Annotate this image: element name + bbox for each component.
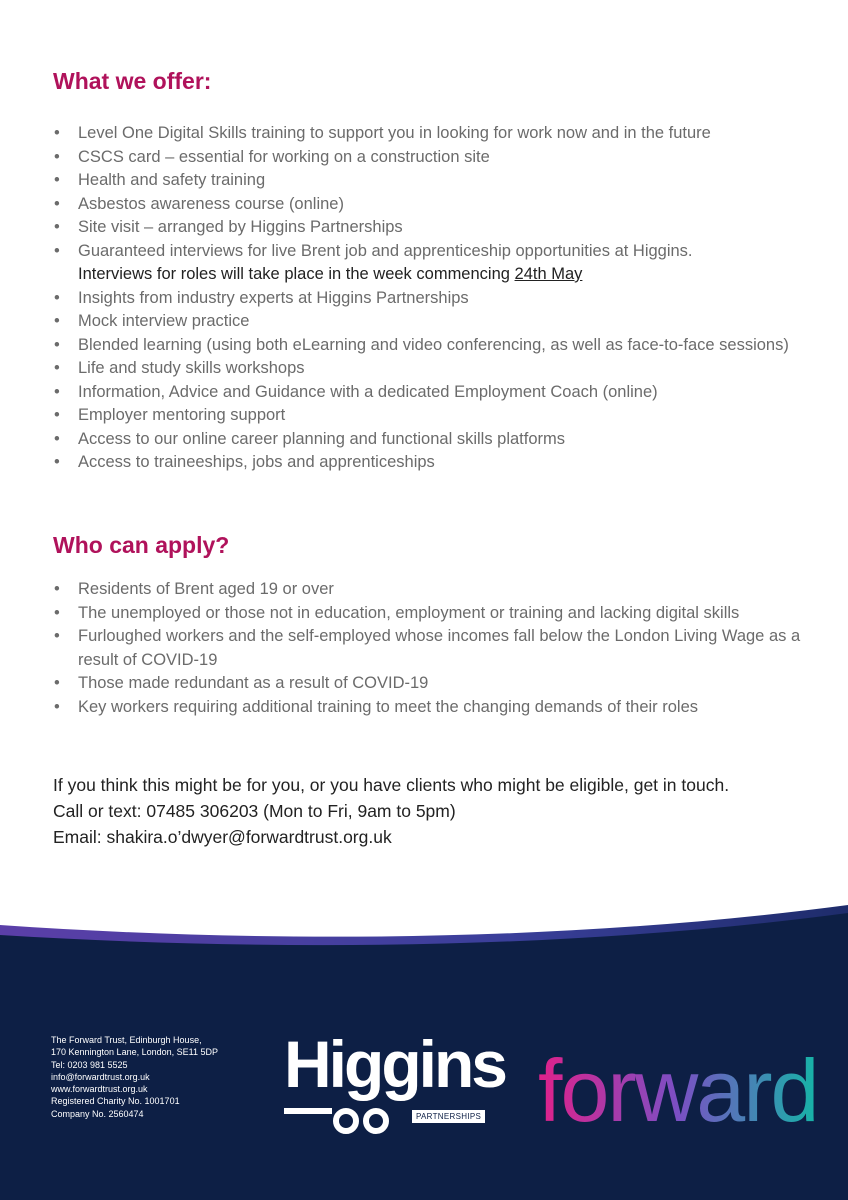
higgins-rings-icon [284, 1106, 414, 1136]
interview-date: 24th May [514, 265, 583, 283]
offer-list [53, 122, 813, 475]
list-item: • Access to traineeships, jobs and apprenticeships [53, 451, 813, 475]
list-item: • Information, Advice and Guidance with a dedicated Employment Coach (online) [53, 381, 813, 405]
apply-heading: Who can apply? [53, 532, 230, 558]
list-item: • Employer mentoring support [53, 404, 813, 428]
list-item: • Blended learning (using both eLearning and video conferencing, as well as face-to-face sessions) [53, 334, 813, 358]
list-item: • Residents of Brent aged 19 or over [53, 578, 813, 602]
higgins-logo-subtitle: PARTNERSHIPS [412, 1110, 485, 1123]
address-line[interactable]: info@forwardtrust.org.uk [51, 1071, 150, 1082]
higgins-logo [284, 1027, 505, 1136]
interview-note [78, 263, 813, 287]
contact-intro: If you think this might be for you, or you have clients who might be eligible, get in touch. [53, 775, 730, 795]
list-item: • CSCS card – essential for working on a construction site [53, 146, 813, 170]
contact-block [53, 772, 833, 850]
list-item: • The unemployed or those not in education, employment or training and lacking digital skills [53, 602, 813, 626]
list-item: • Health and safety training [53, 169, 813, 193]
list-item: • Level One Digital Skills training to support you in looking for work now and in the future [53, 122, 813, 146]
address-line: Tel: 0203 981 5525 [51, 1059, 128, 1070]
address-line: Registered Charity No. 1001701 [51, 1096, 180, 1107]
list-item: • Mock interview practice [53, 310, 813, 334]
address-line[interactable]: www.forwardtrust.org.uk [51, 1084, 148, 1095]
address-line: Company No. 2560474 [51, 1108, 144, 1119]
address-line: The Forward Trust, Edinburgh House, [51, 1035, 202, 1045]
contact-phone[interactable]: Call or text: 07485 306203 (Mon to Fri, 9am to 5pm) [53, 801, 456, 821]
list-item: • Site visit – arranged by Higgins Partnerships [53, 216, 813, 240]
offer-heading: What we offer: [53, 68, 212, 94]
list-item: • Insights from industry experts at Higgins Partnerships [53, 287, 813, 311]
list-item: • Those made redundant as a result of COVID-19 [53, 672, 813, 696]
contact-email[interactable]: Email: shakira.o’dwyer@forwardtrust.org.uk [53, 827, 392, 847]
list-item: • Life and study skills workshops [53, 357, 813, 381]
list-item [53, 240, 813, 287]
list-item: • Furloughed workers and the self-employed whose incomes fall below the London Living Wage as a result of COVID-19 [53, 625, 813, 672]
forward-logo: forward [538, 1041, 818, 1140]
list-item: • Asbestos awareness course (online) [53, 193, 813, 217]
footer-address [51, 1034, 218, 1120]
interview-note-text: Interviews for roles will take place in the week commencing [78, 265, 510, 283]
list-item: • Access to our online career planning and functional skills platforms [53, 428, 813, 452]
address-line: 170 Kennington Lane, London, SE11 5DP [51, 1047, 218, 1058]
higgins-logo-word: Higgins [284, 1027, 505, 1101]
list-item: • Key workers requiring additional training to meet the changing demands of their roles [53, 696, 813, 720]
list-item-text: Guaranteed interviews for live Brent job and apprenticeship opportunities at Higgins. [78, 241, 693, 260]
apply-list [53, 578, 813, 719]
